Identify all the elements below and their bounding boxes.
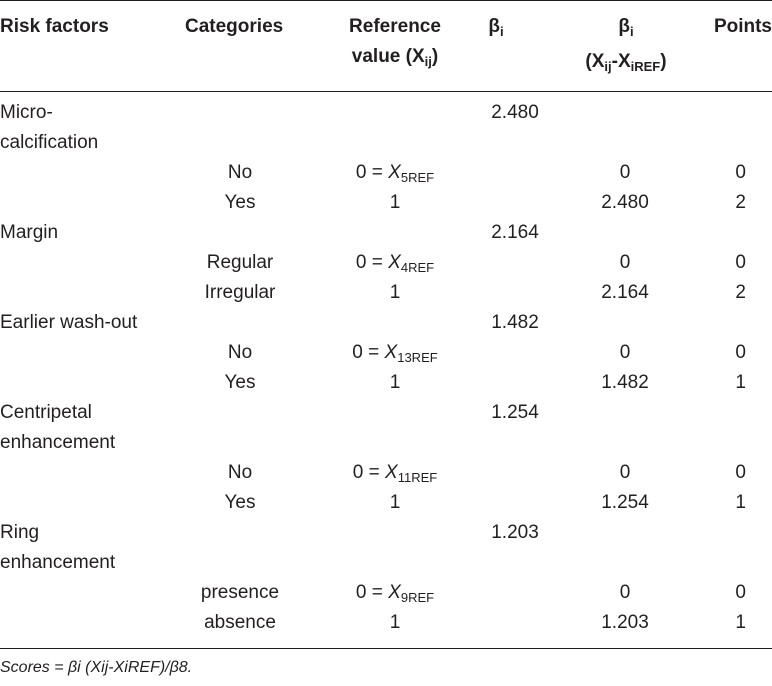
cell-risk-factor: Centripetal	[0, 402, 92, 423]
cell-risk-factor: Margin	[0, 222, 59, 243]
cell-category: presence	[200, 582, 280, 603]
cell-beta-delta: 0	[619, 582, 631, 603]
cell-beta: 2.480	[491, 102, 539, 123]
cell-risk-factor: enhancement	[0, 432, 116, 453]
header-categories: Categories	[185, 16, 284, 37]
header-beta-delta-line1	[566, 12, 686, 47]
table-row	[0, 98, 772, 128]
cell-category: absence	[204, 612, 276, 633]
cell-category: No	[227, 342, 253, 363]
reference-value-text: 0 =	[355, 582, 389, 603]
reference-value-text: 0 =	[352, 462, 386, 483]
header-beta-delta-sub2: iREF	[630, 59, 661, 74]
header-risk-factors: Risk factors	[0, 16, 109, 37]
header-reference-text: value (X	[351, 46, 425, 67]
cell-risk-factor: Earlier wash-out	[0, 312, 138, 333]
table-row	[0, 308, 772, 338]
header-beta-delta-open: (X	[585, 51, 605, 72]
cell-points: 0	[735, 462, 746, 483]
header-beta-delta-close: )	[660, 51, 667, 72]
header-points: Points	[713, 16, 772, 37]
reference-value-variable: X	[385, 462, 398, 483]
header-beta-delta-symbol-sub: i	[629, 24, 634, 39]
reference-value-text: 0 =	[355, 162, 389, 183]
table-row	[0, 398, 772, 428]
reference-value-text: 1	[389, 372, 401, 393]
cell-risk-factor: Micro-	[0, 102, 53, 123]
cell-beta-delta: 1.254	[601, 492, 649, 513]
table-row	[0, 488, 772, 518]
table-row	[0, 128, 772, 158]
header-beta-delta-dash: -X	[611, 51, 631, 72]
header-beta-sub: i	[499, 24, 504, 39]
reference-value-subscript: 5REF	[400, 170, 435, 185]
cell-beta-delta: 2.164	[601, 282, 649, 303]
header-beta	[476, 12, 516, 47]
footnote-text: Scores = βi (Xij-XiREF)/β8.	[0, 659, 193, 676]
reference-value-variable: X	[388, 162, 401, 183]
cell-beta: 2.164	[491, 222, 539, 243]
reference-value-variable: X	[388, 252, 401, 273]
cell-points: 1	[735, 492, 746, 513]
reference-value-variable: X	[388, 582, 401, 603]
header-beta-delta	[566, 12, 686, 82]
bottom-rule	[0, 648, 772, 649]
cell-points: 0	[735, 342, 746, 363]
top-rule	[0, 0, 772, 1]
header-reference-line2	[335, 42, 455, 77]
cell-points: 2	[735, 192, 746, 213]
table-row	[0, 278, 772, 308]
cell-beta-delta: 1.482	[601, 372, 649, 393]
table-row	[0, 248, 772, 278]
reference-value-text: 1	[389, 612, 401, 633]
table-row	[0, 428, 772, 458]
cell-category: Yes	[224, 492, 256, 513]
cell-risk-factor: Ring	[0, 522, 40, 543]
cell-points: 0	[735, 252, 746, 273]
table-row	[0, 158, 772, 188]
cell-points: 2	[735, 282, 746, 303]
cell-beta: 1.482	[491, 312, 539, 333]
cell-reference-value	[315, 608, 475, 643]
table-row	[0, 608, 772, 638]
table-row	[0, 518, 772, 548]
footnote	[0, 658, 772, 678]
header-reference-value	[335, 12, 455, 77]
header-reference-sub: ij	[424, 54, 432, 69]
table-row	[0, 368, 772, 398]
cell-points: 1	[735, 612, 746, 633]
header-reference-close: )	[431, 46, 439, 67]
cell-category: Regular	[206, 252, 274, 273]
reference-value-text: 1	[389, 282, 401, 303]
header-beta-delta-symbol: β	[618, 16, 630, 37]
cell-category: Yes	[224, 372, 256, 393]
cell-category: Irregular	[204, 282, 276, 303]
reference-value-text: 0 =	[352, 342, 385, 363]
cell-category: No	[227, 462, 253, 483]
cell-beta: 1.254	[491, 402, 539, 423]
cell-beta: 1.203	[491, 522, 539, 543]
table-row	[0, 338, 772, 368]
table-row	[0, 458, 772, 488]
reference-value-subscript: 13REF	[397, 350, 438, 365]
cell-beta-delta: 0	[619, 462, 631, 483]
cell-category: Yes	[224, 192, 256, 213]
cell-beta-delta: 2.480	[601, 192, 649, 213]
table-row	[0, 578, 772, 608]
table-row	[0, 218, 772, 248]
cell-beta-delta: 1.203	[601, 612, 649, 633]
cell-points: 0	[735, 582, 746, 603]
cell-beta-delta: 0	[619, 342, 631, 363]
reference-value-subscript: 9REF	[400, 590, 435, 605]
header-rule	[0, 91, 772, 92]
cell-points: 0	[735, 162, 746, 183]
reference-value-variable: X	[384, 342, 398, 363]
reference-value-subscript: 4REF	[400, 260, 435, 275]
reference-value-text: 0 =	[355, 252, 389, 273]
cell-risk-factor: enhancement	[0, 552, 116, 573]
cell-category: No	[227, 162, 253, 183]
table-row	[0, 188, 772, 218]
cell-points: 1	[735, 372, 746, 393]
header-beta-delta-sub1: ij	[604, 59, 612, 74]
table-row	[0, 548, 772, 578]
cell-risk-factor: calcification	[0, 132, 99, 153]
header-beta-delta-line2	[566, 47, 686, 82]
header-reference-line1: Reference	[349, 16, 441, 37]
header-beta-symbol: β	[488, 16, 500, 37]
reference-value-text: 1	[389, 192, 401, 213]
reference-value-subscript: 11REF	[397, 470, 438, 485]
reference-value-text: 1	[389, 492, 401, 513]
cell-beta-delta: 0	[619, 252, 631, 273]
cell-beta-delta: 0	[619, 162, 631, 183]
header-row	[0, 12, 772, 82]
